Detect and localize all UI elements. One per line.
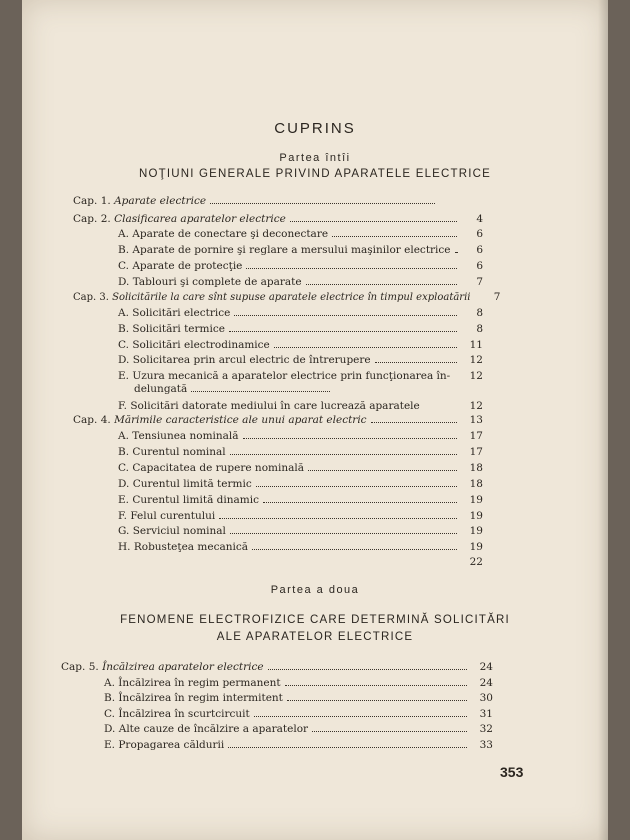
page-number: 353: [500, 764, 524, 780]
toc-entry: Cap. 4. Mărimile caracteristice ale unui aparat electric 13: [73, 414, 483, 426]
toc-entry-continuation: delungată: [134, 381, 334, 395]
toc-entry: A. Aparate de conectare şi deconectare 6: [118, 228, 483, 240]
toc-entry: F. Solicitări datorate mediului în care lucrează aparatele 12: [118, 400, 483, 412]
toc-entry-page: 22: [469, 556, 483, 568]
toc-entry: Cap. 2. Clasificarea aparatelor electrice 4: [73, 213, 483, 225]
toc-entry: Cap. 5. Încălzirea aparatelor electrice 24: [61, 661, 493, 673]
toc-entry: B. Solicitări termice 8: [118, 323, 483, 335]
toc-entry: G. Serviciul nominal 19: [118, 525, 483, 537]
toc-entry: C. Solicitări electrodinamice 11: [118, 339, 483, 351]
toc-entry: E. Curentul limită dinamic 19: [118, 494, 483, 506]
toc-entry: H. Robusteţea mecanică 19: [118, 541, 483, 553]
part1-subtitle: NOŢIUNI GENERALE PRIVIND APARATELE ELECTRICE: [138, 168, 492, 180]
toc-entry: A. Încălzirea în regim permanent 24: [104, 677, 493, 689]
toc-entry: D. Curentul limită termic 18: [118, 478, 483, 490]
toc-entry: C. Aparate de protecţie 6: [118, 260, 483, 272]
part2-subtitle-line1: FENOMENE ELECTROFIZICE CARE DETERMINĂ SOLICITĂRI: [120, 614, 510, 626]
toc-entry: A. Tensiunea nominală 17: [118, 430, 483, 442]
toc-entry: C. Încălzirea în scurtcircuit 31: [104, 708, 493, 720]
part2-heading: Partea a doua: [270, 584, 360, 596]
part2-subtitle-line2: ALE APARATELOR ELECTRICE: [216, 631, 414, 643]
toc-entry: E. Propagarea căldurii 33: [104, 739, 493, 751]
toc-entry: B. Încălzirea în regim intermitent 30: [104, 692, 493, 704]
toc-entry: A. Solicitări electrice 8: [118, 307, 483, 319]
toc-entry: D. Alte cauze de încălzire a aparatelor 32: [104, 723, 493, 735]
toc-entry: Cap. 1. Aparate electrice: [73, 193, 461, 207]
toc-entry: B. Curentul nominal 17: [118, 446, 483, 458]
page-title: CUPRINS: [274, 120, 356, 137]
toc-entry: D. Solicitarea prin arcul electric de întrerupere 12: [118, 354, 483, 366]
toc-entry: E. Uzura mecanică a aparatelor electrice prin funcţionarea în- 12: [118, 370, 483, 382]
toc-entry: B. Aparate de pornire şi reglare a mersului maşinilor electrice 6: [118, 244, 483, 256]
part1-heading: Partea întîi: [279, 152, 351, 164]
toc-entry: C. Capacitatea de rupere nominală 18: [118, 462, 483, 474]
toc-entry: F. Felul curentului 19: [118, 510, 483, 522]
toc-entry: Cap. 3. Solicitările la care sînt supuse aparatele electrice în timpul exploatării 7: [73, 291, 501, 303]
toc-entry: D. Tablouri şi complete de aparate 7: [118, 276, 483, 288]
book-page: [22, 0, 608, 840]
